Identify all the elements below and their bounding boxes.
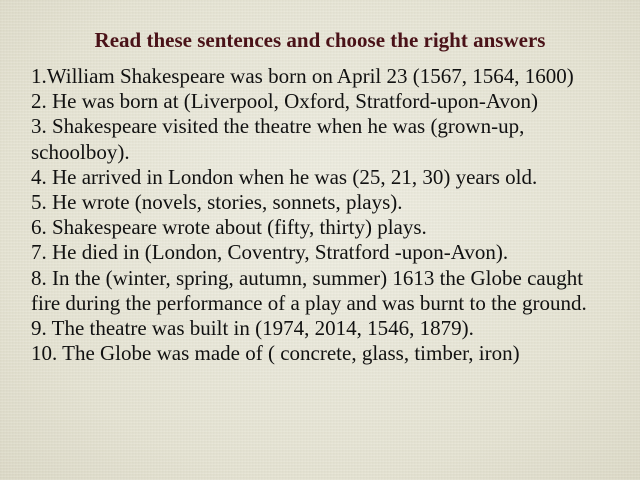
sentence-3: 3. Shakespeare visited the theatre when he was (grown-up, schoolboy). bbox=[31, 114, 525, 164]
sentence-2: 2. He was born at (Liverpool, Oxford, Stratford-upon-Avon) bbox=[31, 89, 538, 114]
sentence-10: 10. The Globe was made of ( concrete, glass, timber, iron) bbox=[31, 341, 520, 366]
sentence-4: 4. He arrived in London when he was (25, 21, 30) years old. bbox=[31, 164, 538, 189]
sentence-8: 8. In the (winter, spring, autumn, summer) 1613 the Globe caught fire during the performance of a play and was burnt to the ground. bbox=[31, 265, 587, 315]
sentence-1: 1.William Shakespeare was born on April 23 (1567, 1564, 1600) bbox=[31, 64, 574, 88]
sentence-9: 9. The theatre was built in (1974, 2014, 1546, 1879). bbox=[31, 316, 474, 341]
sentence-7: 7. He died in (London, Coventry, Stratford -upon-Avon). bbox=[31, 240, 509, 265]
sentence-6: 6. Shakespeare wrote about (fifty, thirty) plays. bbox=[31, 215, 427, 240]
sentence-list bbox=[31, 64, 611, 366]
sentence-5: 5. He wrote (novels, stories, sonnets, plays). bbox=[31, 190, 403, 215]
slide-title: Read these sentences and choose the right answers bbox=[94, 28, 546, 52]
